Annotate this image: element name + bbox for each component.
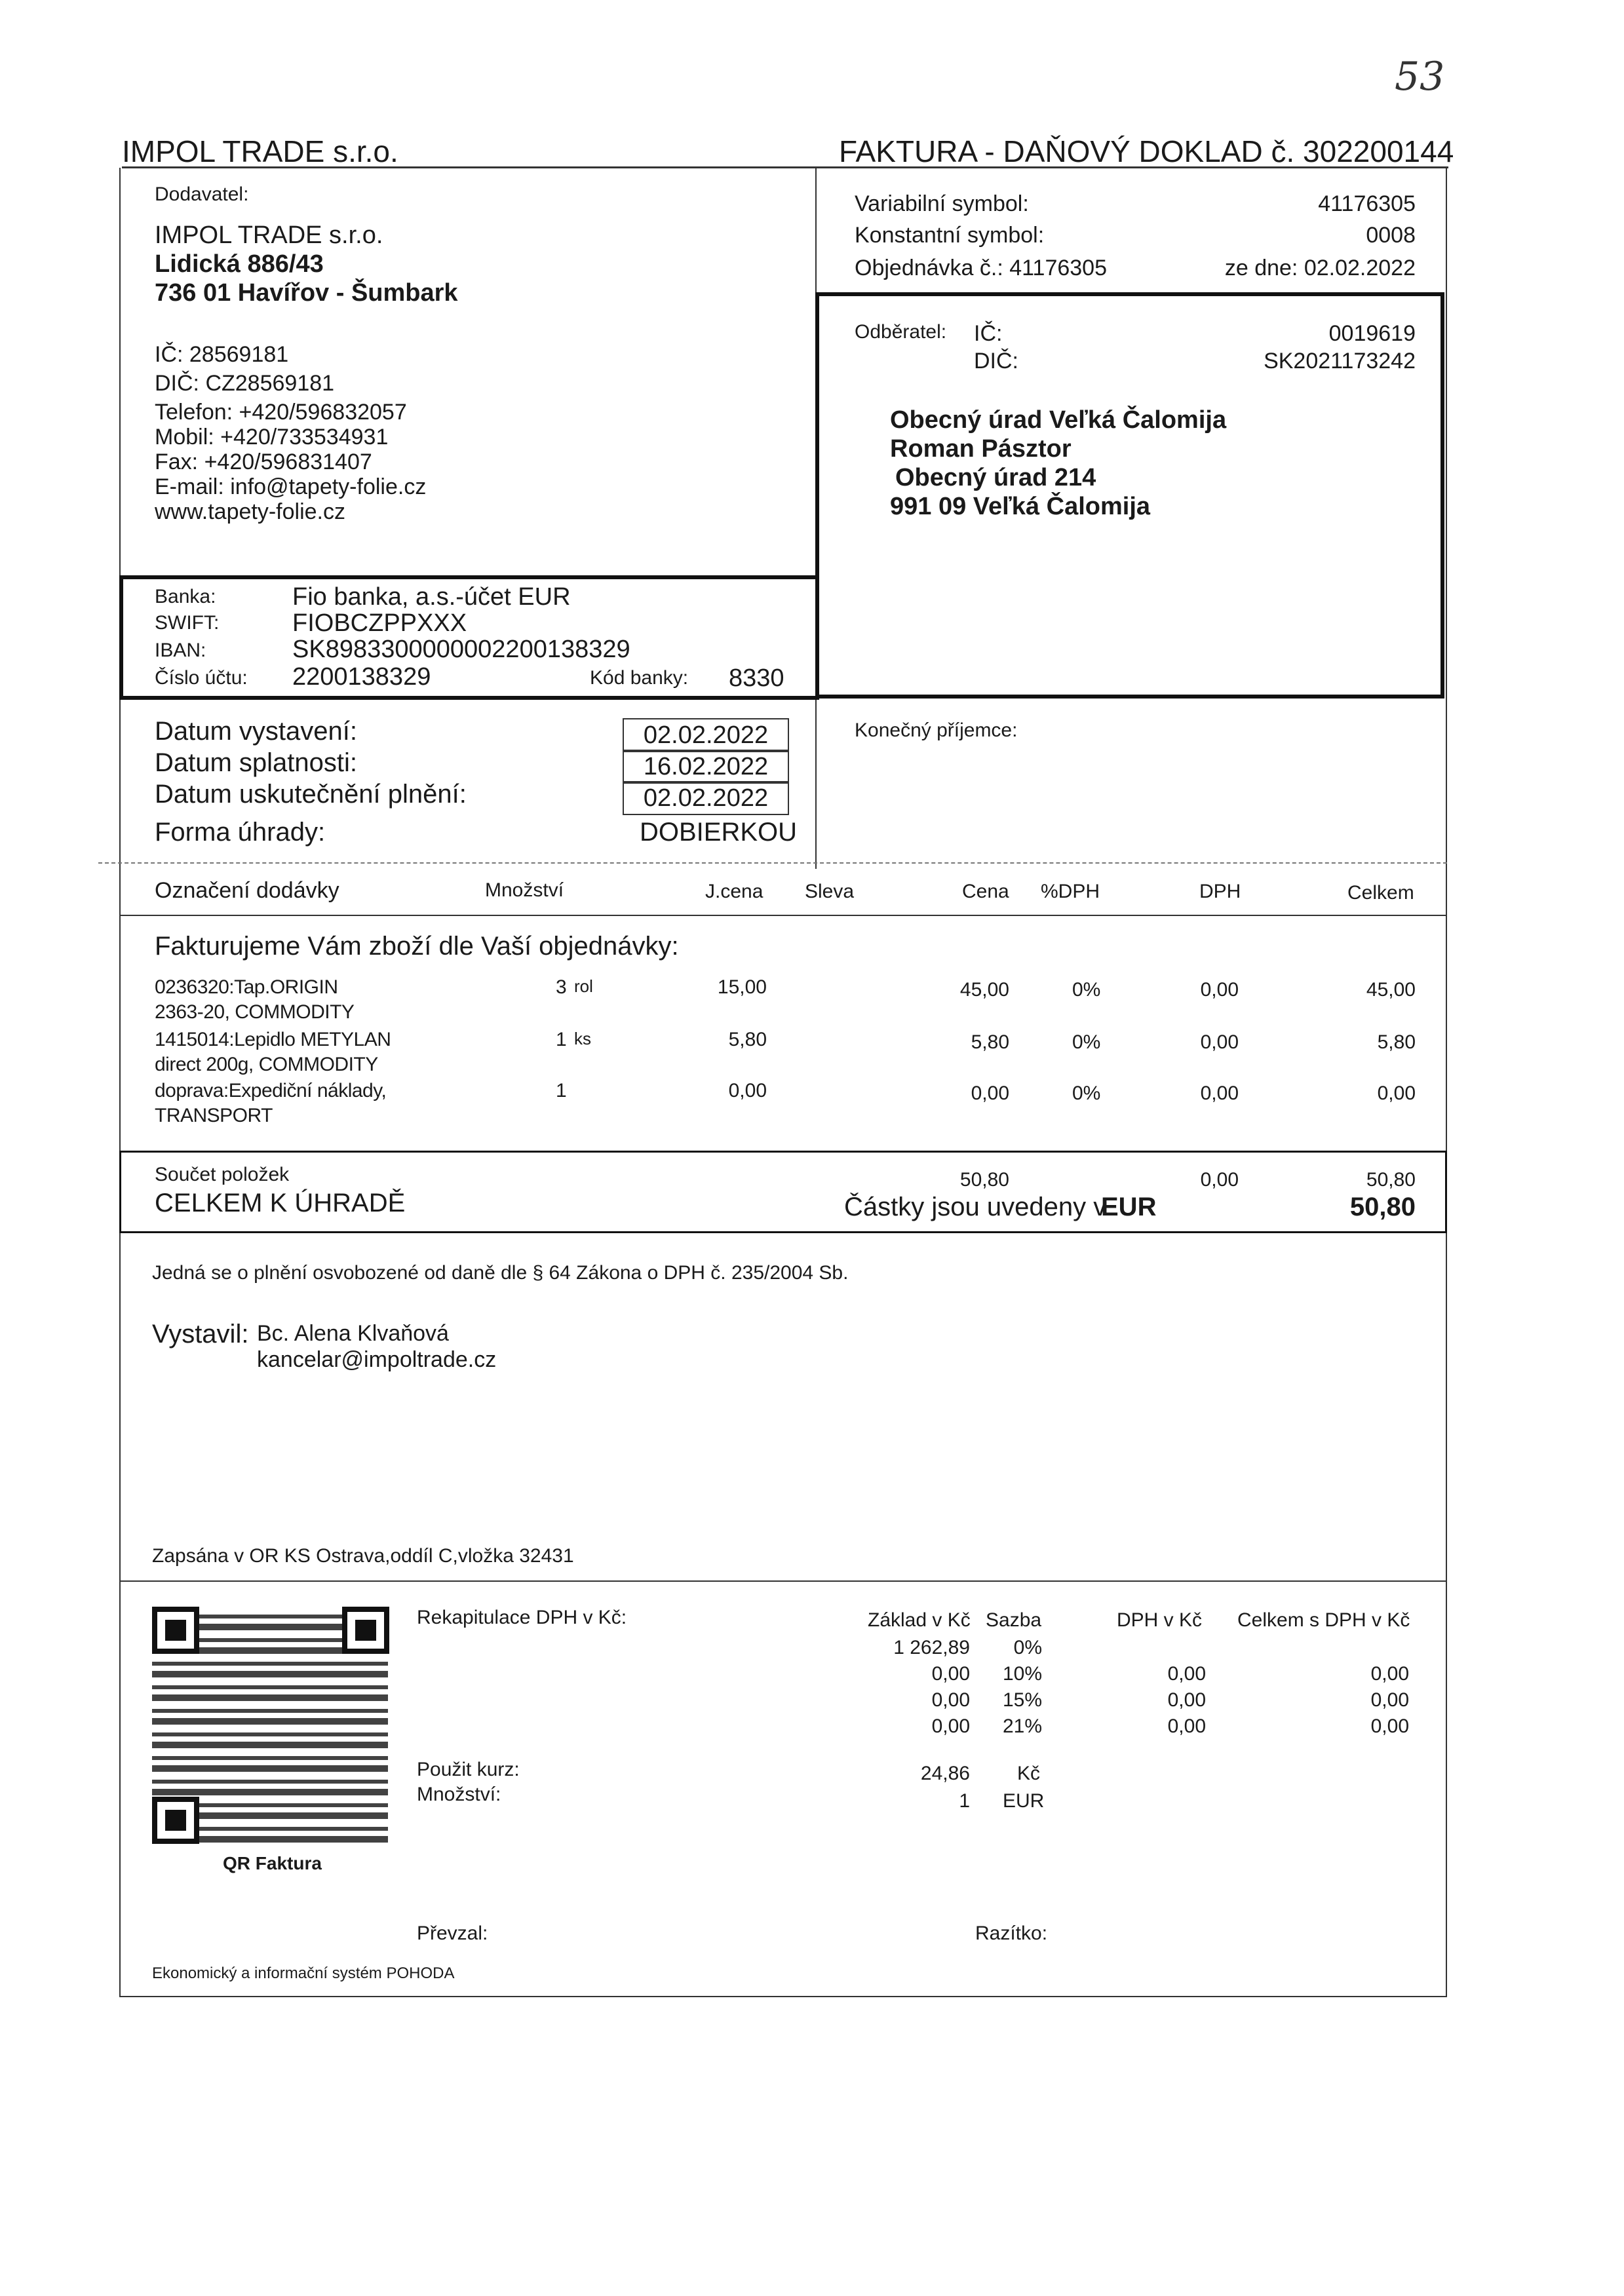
item-total: 5,80 (1377, 1031, 1416, 1053)
issued-by-name: Bc. Alena Klvaňová (257, 1321, 449, 1346)
recap-vat: 0,00 (1167, 1663, 1206, 1685)
final-recipient-label: Konečný příjemce: (855, 719, 1018, 741)
payment-method-label: Forma úhrady: (155, 818, 326, 847)
col-qty: Množství (485, 879, 564, 901)
recap-base: 0,00 (931, 1689, 970, 1711)
item-desc-line1: 1415014:Lepidlo METYLAN (155, 1029, 391, 1050)
swift-value: FIOBCZPPXXX (292, 609, 467, 637)
customer-line3: Obecný úrad 214 (895, 464, 1096, 491)
item-total: 0,00 (1377, 1082, 1416, 1104)
item-qty: 3 (556, 976, 567, 998)
supplier-street: Lidická 886/43 (155, 250, 324, 278)
supplier-fax: Fax: +420/596831407 (155, 450, 372, 474)
items-intro: Fakturujeme Vám zboží dle Vaší objednávky: (155, 932, 679, 961)
col-vat: DPH (1199, 881, 1241, 902)
total-due-label: CELKEM K ÚHRADĚ (155, 1189, 406, 1217)
customer-line2: Roman Pásztor (890, 435, 1072, 463)
order-date: ze dne: 02.02.2022 (1224, 256, 1416, 280)
recap-total: 0,00 (1370, 1663, 1409, 1685)
item-desc-line2: direct 200g, COMMODITY (155, 1054, 378, 1075)
customer-line1: Obecný úrad Veľká Čalomija (890, 406, 1227, 434)
item-qty: 1 (556, 1029, 567, 1050)
supplier-city: 736 01 Havířov - Šumbark (155, 279, 458, 307)
customer-line4: 991 09 Veľká Čalomija (890, 493, 1151, 520)
stamp-label: Razítko: (975, 1923, 1048, 1944)
variable-symbol-label: Variabilní symbol: (855, 191, 1029, 216)
item-unit-price: 0,00 (728, 1080, 767, 1101)
recap-base: 1 262,89 (893, 1637, 970, 1658)
item-unit: rol (574, 976, 593, 996)
recap-col-base: Základ v Kč (868, 1609, 971, 1631)
issue-date-value: 02.02.2022 (623, 718, 789, 752)
due-date-value: 16.02.2022 (623, 750, 789, 784)
page-mark: 53 (1395, 54, 1445, 100)
quantity-value: 1 (959, 1790, 970, 1812)
footer-note: Ekonomický a informační systém POHODA (152, 1964, 455, 1982)
iban-value: SK8983300000002200138329 (292, 636, 630, 663)
sum-label: Součet položek (155, 1164, 290, 1185)
recap-vat: 0,00 (1167, 1689, 1206, 1711)
bank-value: Fio banka, a.s.-účet EUR (292, 583, 571, 611)
sum-price: 50,80 (959, 1169, 1009, 1191)
tax-date-value: 02.02.2022 (623, 781, 789, 815)
total-due-value: 50,80 (1349, 1193, 1416, 1221)
recap-base: 0,00 (931, 1715, 970, 1737)
sum-total: 50,80 (1366, 1169, 1416, 1191)
item-price: 45,00 (959, 979, 1009, 1001)
supplier-phone: Telefon: +420/596832057 (155, 400, 407, 425)
supplier-email: E-mail: info@tapety-folie.cz (155, 474, 427, 499)
bank-label: Banka: (155, 586, 216, 607)
item-vat: 0,00 (1200, 1082, 1239, 1104)
supplier-dic: DIČ: CZ28569181 (155, 371, 335, 396)
document-title: FAKTURA - DAŇOVÝ DOKLAD č. 302200144 (839, 134, 1454, 168)
tax-date-label: Datum uskutečnění plnění: (155, 780, 467, 809)
constant-symbol-value: 0008 (1366, 223, 1416, 248)
col-vat-pct: %DPH (1041, 881, 1100, 902)
item-vat-pct: 0% (1072, 1031, 1101, 1053)
account-value: 2200138329 (292, 663, 431, 691)
recap-rate: 0% (1013, 1637, 1042, 1658)
item-desc-line1: 0236320:Tap.ORIGIN (155, 976, 338, 998)
qr-finder-icon (342, 1607, 389, 1654)
recap-rate: 15% (1002, 1689, 1042, 1711)
order-number: Objednávka č.: 41176305 (855, 256, 1107, 280)
item-vat: 0,00 (1200, 1031, 1239, 1053)
account-label: Číslo účtu: (155, 667, 248, 689)
customer-dic-value: SK2021173242 (1264, 349, 1416, 373)
col-price: Cena (962, 881, 1009, 902)
item-total: 45,00 (1366, 979, 1416, 1001)
customer-label: Odběratel: (855, 321, 947, 343)
item-desc-line2: 2363-20, COMMODITY (155, 1001, 355, 1023)
supplier-mobile: Mobil: +420/733534931 (155, 425, 389, 450)
qr-label: QR Faktura (223, 1853, 322, 1873)
item-price: 5,80 (971, 1031, 1009, 1053)
company-title: IMPOL TRADE s.r.o. (122, 134, 398, 168)
currency: EUR (1101, 1193, 1157, 1221)
issue-date-label: Datum vystavení: (155, 717, 358, 746)
exchange-rate-unit: Kč (1017, 1763, 1041, 1784)
recap-total: 0,00 (1370, 1689, 1409, 1711)
customer-dic-label: DIČ: (974, 349, 1018, 373)
iban-label: IBAN: (155, 640, 206, 661)
recap-rate: 10% (1002, 1663, 1042, 1685)
recap-base: 0,00 (931, 1663, 970, 1685)
col-unit-price: J.cena (705, 881, 764, 902)
supplier-ic: IČ: 28569181 (155, 342, 289, 367)
col-desc: Označení dodávky (155, 878, 339, 903)
item-qty: 1 (556, 1080, 567, 1101)
bank-code-label: Kód banky: (590, 667, 689, 689)
item-unit-price: 5,80 (728, 1029, 767, 1050)
supplier-name: IMPOL TRADE s.r.o. (155, 221, 383, 249)
bank-code-value: 8330 (729, 664, 784, 692)
supplier-label: Dodavatel: (155, 183, 249, 205)
quantity-unit: EUR (1003, 1790, 1045, 1812)
swift-label: SWIFT: (155, 612, 220, 634)
item-unit-price: 15,00 (717, 976, 767, 998)
sum-vat: 0,00 (1200, 1169, 1239, 1191)
recap-col-rate: Sazba (986, 1609, 1042, 1631)
col-total: Celkem (1347, 882, 1414, 904)
item-unit: ks (574, 1029, 591, 1048)
item-desc-line2: TRANSPORT (155, 1105, 273, 1126)
col-discount: Sleva (805, 881, 855, 902)
qr-finder-icon (152, 1607, 199, 1654)
item-vat-pct: 0% (1072, 979, 1101, 1001)
customer-ic-label: IČ: (974, 321, 1003, 346)
recap-col-total: Celkem s DPH v Kč (1237, 1609, 1410, 1631)
recap-rate: 21% (1002, 1715, 1042, 1737)
qr-finder-icon (152, 1797, 199, 1844)
variable-symbol-value: 41176305 (1318, 191, 1416, 216)
item-vat-pct: 0% (1072, 1082, 1101, 1104)
currency-note: Částky jsou uvedeny v (844, 1193, 1107, 1221)
received-by-label: Převzal: (417, 1923, 488, 1944)
issued-by-email: kancelar@impoltrade.cz (257, 1347, 497, 1372)
item-price: 0,00 (971, 1082, 1009, 1104)
customer-ic-value: 0019619 (1328, 321, 1416, 346)
supplier-web: www.tapety-folie.cz (155, 499, 345, 524)
exchange-rate-value: 24,86 (920, 1763, 970, 1784)
exemption-note: Jedná se o plnění osvobozené od daně dle § 64 Zákona o DPH č. 235/2004 Sb. (152, 1262, 849, 1284)
recap-vat: 0,00 (1167, 1715, 1206, 1737)
item-vat: 0,00 (1200, 979, 1239, 1001)
payment-method-value: DOBIERKOU (640, 818, 798, 847)
recap-title: Rekapitulace DPH v Kč: (417, 1607, 627, 1628)
recap-col-vat: DPH v Kč (1117, 1609, 1203, 1631)
recap-total: 0,00 (1370, 1715, 1409, 1737)
item-desc-line1: doprava:Expediční náklady, (155, 1080, 387, 1101)
quantity-label: Množství: (417, 1784, 501, 1805)
exchange-rate-label: Použit kurz: (417, 1759, 520, 1780)
register-note: Zapsána v OR KS Ostrava,oddíl C,vložka 32431 (152, 1545, 574, 1567)
due-date-label: Datum splatnosti: (155, 748, 358, 777)
constant-symbol-label: Konstantní symbol: (855, 223, 1045, 248)
issued-by-label: Vystavil: (152, 1320, 249, 1349)
